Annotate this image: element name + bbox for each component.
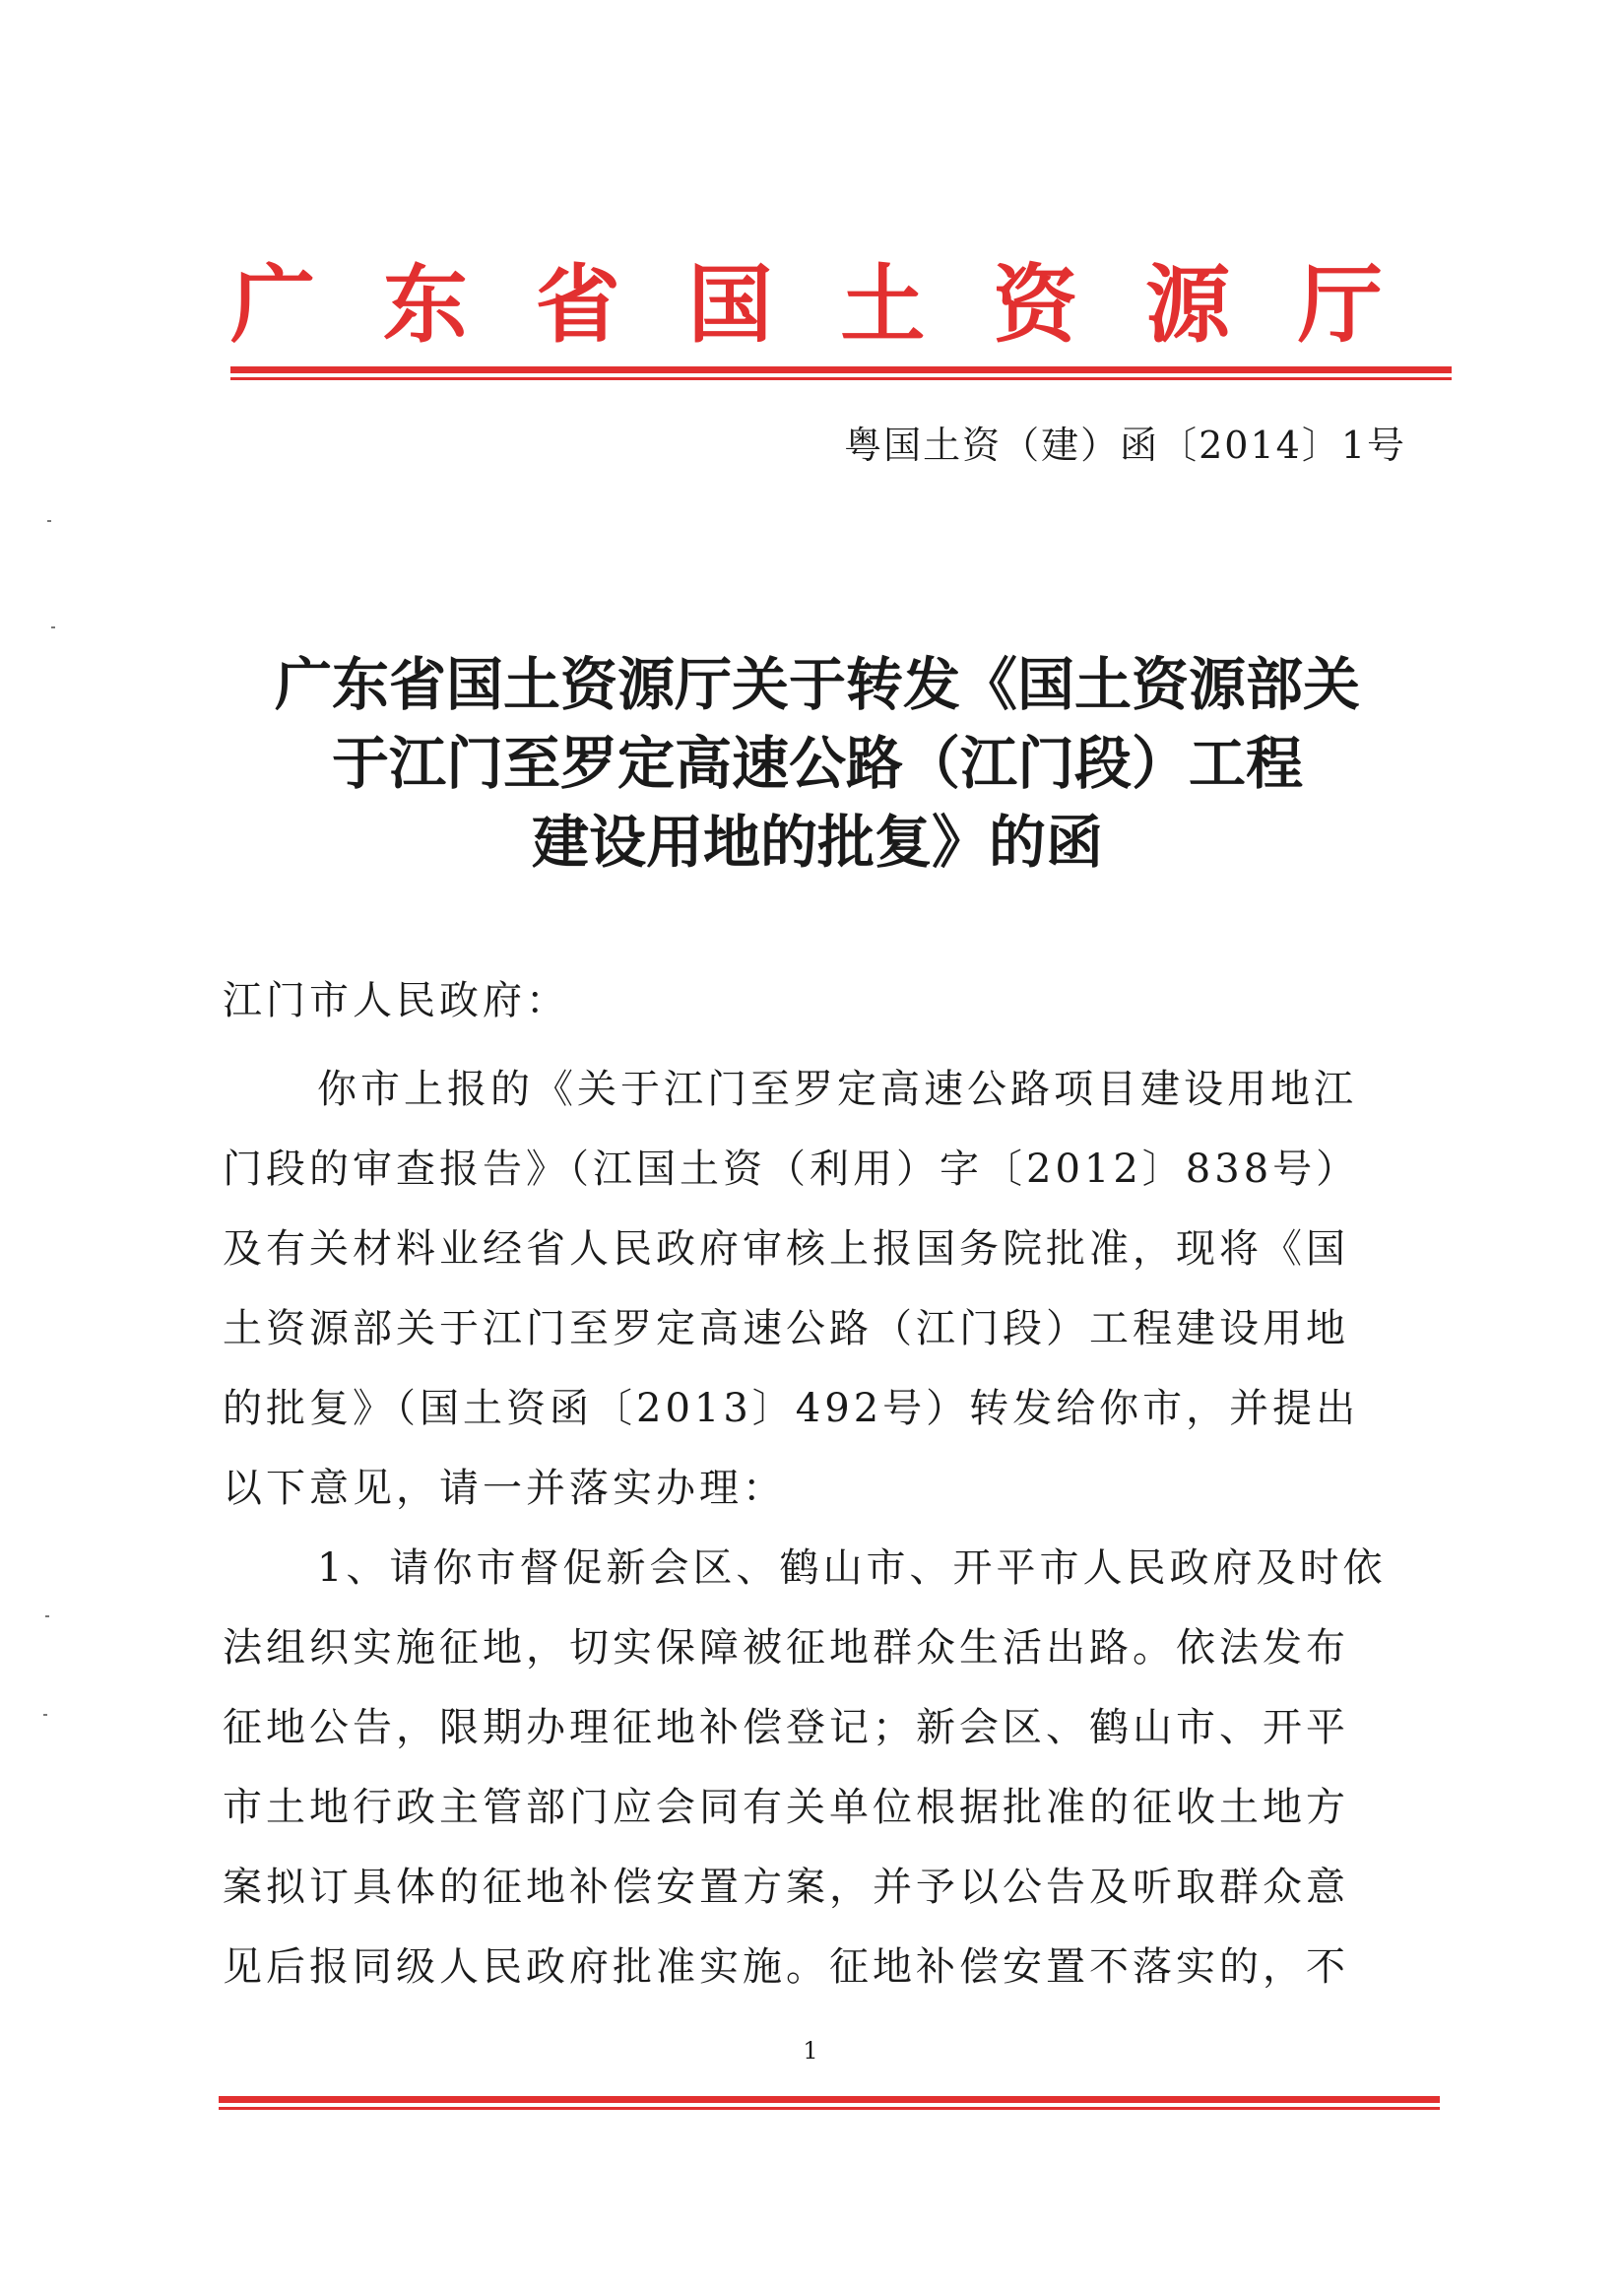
body-line: 见后报同级人民政府批准实施。征地补偿安置不落实的，不 xyxy=(223,1944,1349,1990)
letterhead-rule-thin xyxy=(230,377,1452,380)
letterhead-char: 资 xyxy=(993,256,1078,355)
body-line: 法组织实施征地，切实保障被征地群众生活出路。依法发布 xyxy=(223,1625,1349,1671)
letterhead-char: 东 xyxy=(382,256,468,355)
letterhead-char: 土 xyxy=(840,256,926,355)
title-line: 于江门至罗定高速公路（江门段）工程 xyxy=(331,730,1303,797)
body-line: 的批复》（国土资函〔2013〕492号）转发给你市，并提出 xyxy=(223,1386,1360,1431)
footer-rule-thick xyxy=(219,2096,1440,2103)
letterhead-char: 广 xyxy=(230,256,315,355)
title-line: 广东省国土资源厅关于转发《国土资源部关 xyxy=(274,651,1360,718)
body-line: 土资源部关于江门至罗定高速公路（江门段）工程建设用地 xyxy=(223,1306,1349,1351)
body-line: 门段的审查报告》（江国土资（利用）字〔2012〕838号） xyxy=(223,1147,1360,1192)
document-number: 粤国土资（建）函〔2014〕1号 xyxy=(844,424,1406,467)
body-line: 市土地行政主管部门应会同有关单位根据批准的征收土地方 xyxy=(223,1785,1349,1830)
body-text xyxy=(223,1050,1434,2007)
scan-speck xyxy=(45,1615,49,1617)
body-line: 你市上报的《关于江门至罗定高速公路项目建设用地江 xyxy=(317,1067,1357,1112)
letterhead xyxy=(230,251,1383,360)
scan-speck xyxy=(47,520,51,522)
body-line: 1、请你市督促新会区、鹤山市、开平市人民政府及时依 xyxy=(317,1545,1387,1591)
letterhead-char: 厅 xyxy=(1297,256,1383,355)
footer-rule-thin xyxy=(219,2107,1440,2110)
letterhead-rule-thick xyxy=(230,366,1452,373)
body-line: 案拟订具体的征地补偿安置方案，并予以公告及听取群众意 xyxy=(223,1865,1349,1910)
salutation: 江门市人民政府： xyxy=(223,978,569,1023)
letterhead-char: 省 xyxy=(535,256,620,355)
page-number: 1 xyxy=(803,2037,818,2065)
body-line: 征地公告，限期办理征地补偿登记；新会区、鹤山市、开平 xyxy=(223,1705,1349,1750)
document-title xyxy=(207,645,1428,882)
body-line: 以下意见，请一并落实办理： xyxy=(223,1466,786,1511)
scan-speck xyxy=(51,626,55,628)
letterhead-char: 国 xyxy=(687,256,773,355)
title-line: 建设用地的批复》的函 xyxy=(531,809,1103,876)
body-line: 及有关材料业经省人民政府审核上报国务院批准，现将《国 xyxy=(223,1226,1349,1272)
scan-speck xyxy=(43,1714,47,1716)
letterhead-char: 源 xyxy=(1145,256,1231,355)
